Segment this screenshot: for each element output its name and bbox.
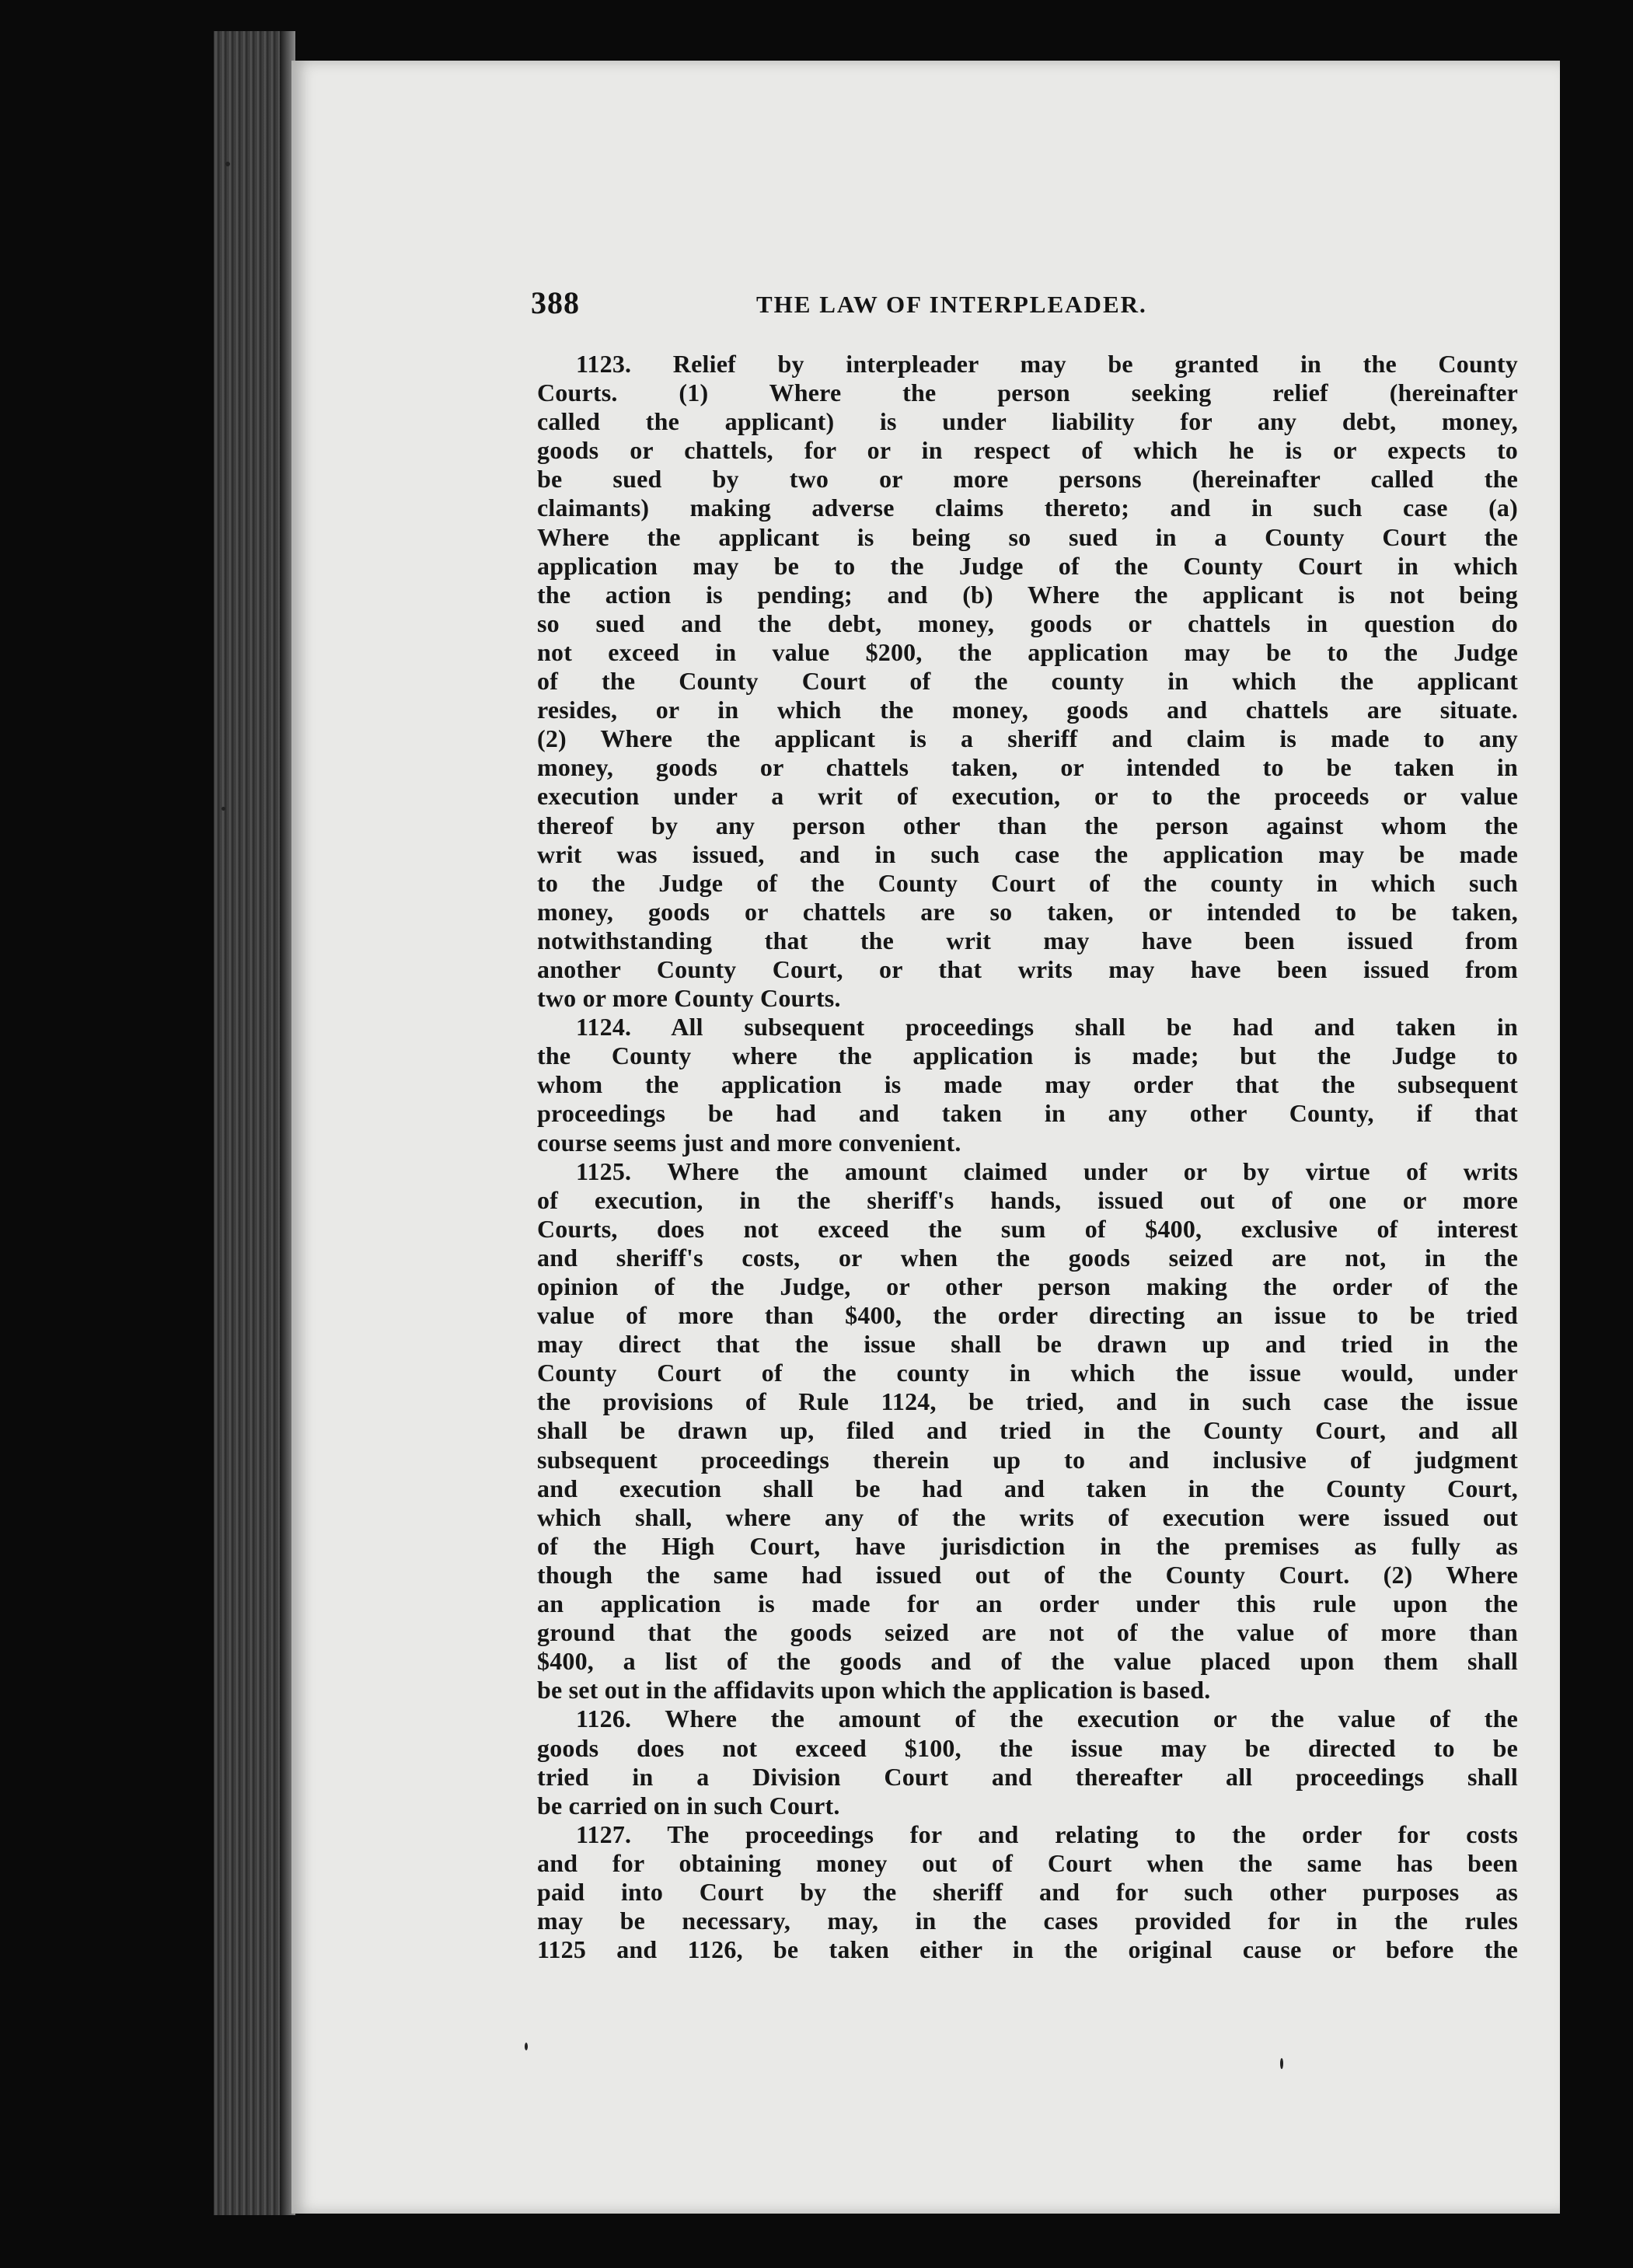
- text-line: execution under a writ of execution, or to the proceeds or value: [537, 782, 1518, 811]
- text-line: of the County Court of the county in which the applicant: [537, 667, 1518, 696]
- text-line: 1124. All subsequent proceedings shall be had and taken in: [576, 1013, 1518, 1042]
- text-line: money, goods or chattels taken, or intended to be taken in: [537, 753, 1518, 782]
- text-line: County Court of the county in which the issue would, under: [537, 1359, 1518, 1387]
- text-line: 1127. The proceedings for and relating to the order for costs: [576, 1820, 1518, 1848]
- text-line: Where the applicant is being so sued in a County Court the: [537, 522, 1518, 551]
- text-line: two or more County Courts.: [537, 984, 841, 1013]
- text-line: ground that the goods seized are not of the value of more than: [537, 1618, 1518, 1647]
- ink-speck: [525, 2043, 528, 2050]
- text-line: 1123. Relief by interpleader may be granted in the County: [576, 350, 1518, 378]
- text-line: Courts. (1) Where the person seeking relief (hereinafter: [537, 379, 1518, 407]
- text-line: of the High Court, have jurisdiction in the premises as fully as: [537, 1531, 1518, 1560]
- text-line: writ was issued, and in such case the application may be made: [537, 839, 1518, 868]
- text-line: 1125. Where the amount claimed under or by virtue of writs: [576, 1157, 1518, 1185]
- text-line: may be necessary, may, in the cases provided for in the rules: [537, 1907, 1518, 1935]
- page-number: 388: [531, 285, 580, 320]
- text-line: goods or chattels, for or in respect of which he is or expects to: [537, 436, 1518, 465]
- text-line: Courts, does not exceed the sum of $400, exclusive of interest: [537, 1214, 1518, 1243]
- text-line: value of more than $400, the order directing an issue to be tried: [537, 1301, 1518, 1330]
- ink-speck: [1280, 2058, 1283, 2069]
- text-line: claimants) making adverse claims thereto; and in such case (a): [537, 494, 1518, 522]
- text-line: and sheriff's costs, or when the goods seized are not, in the: [537, 1243, 1518, 1272]
- text-line: application may be to the Judge of the County Court in which: [537, 551, 1518, 580]
- text-line: called the applicant) is under liability for any debt, money,: [537, 407, 1518, 436]
- text-line: opinion of the Judge, or other person making the order of the: [537, 1272, 1518, 1300]
- text-line: (2) Where the applicant is a sheriff and claim is made to any: [537, 724, 1518, 753]
- text-line: be sued by two or more persons (hereinafter called the: [537, 465, 1518, 494]
- text-line: which shall, where any of the writs of execution were issued out: [537, 1502, 1518, 1531]
- text-line: 1126. Where the amount of the execution or the value of the: [576, 1704, 1518, 1733]
- text-line: 1125 and 1126, be taken either in the original cause or before the: [537, 1935, 1518, 1964]
- ink-speck: [222, 807, 225, 811]
- text-line: goods does not exceed $100, the issue may be directed to be: [537, 1733, 1518, 1762]
- text-line: an application is made for an order under this rule upon the: [537, 1589, 1518, 1618]
- body-text: [537, 350, 1518, 1964]
- text-line: another County Court, or that writs may have been issued from: [537, 954, 1518, 983]
- text-line: notwithstanding that the writ may have been issued from: [537, 926, 1518, 954]
- book-page: [291, 61, 1560, 2214]
- text-line: thereof by any person other than the person against whom the: [537, 811, 1518, 839]
- text-line: the action is pending; and (b) Where the applicant is not being: [537, 580, 1518, 609]
- text-line: not exceed in value $200, the application may be to the Judge: [537, 637, 1518, 666]
- text-line: to the Judge of the County Court of the county in which such: [537, 868, 1518, 897]
- running-head: THE LAW OF INTERPLEADER.: [756, 291, 1147, 318]
- text-line: whom the application is made may order that the subsequent: [537, 1070, 1518, 1099]
- text-line: may direct that the issue shall be drawn up and tried in the: [537, 1330, 1518, 1359]
- text-line: resides, or in which the money, goods and chattels are situate.: [537, 696, 1518, 724]
- text-line: subsequent proceedings therein up to and inclusive of judgment: [537, 1445, 1518, 1474]
- page-header: [531, 284, 1518, 331]
- ink-speck: [225, 162, 230, 166]
- text-line: $400, a list of the goods and of the value placed upon them shall: [537, 1647, 1518, 1676]
- text-line: and execution shall be had and taken in the County Court,: [537, 1474, 1518, 1502]
- text-line: shall be drawn up, filed and tried in the County Court, and all: [537, 1416, 1518, 1445]
- text-line: so sued and the debt, money, goods or chattels in question do: [537, 609, 1518, 637]
- text-line: course seems just and more convenient.: [537, 1128, 961, 1157]
- text-line: of execution, in the sheriff's hands, issued out of one or more: [537, 1185, 1518, 1214]
- text-line: the provisions of Rule 1124, be tried, and in such case the issue: [537, 1387, 1518, 1416]
- text-line: the County where the application is made; but the Judge to: [537, 1042, 1518, 1070]
- text-line: tried in a Division Court and thereafter all proceedings shall: [537, 1762, 1518, 1791]
- text-line: be set out in the affidavits upon which the application is based.: [537, 1676, 1211, 1704]
- text-line: proceedings be had and taken in any other County, if that: [537, 1099, 1518, 1128]
- text-line: be carried on in such Court.: [537, 1791, 840, 1820]
- text-line: money, goods or chattels are so taken, or intended to be taken,: [537, 897, 1518, 926]
- text-line: paid into Court by the sheriff and for such other purposes as: [537, 1877, 1518, 1906]
- text-line: and for obtaining money out of Court when the same has been: [537, 1848, 1518, 1877]
- text-line: though the same had issued out of the County Court. (2) Where: [537, 1560, 1518, 1589]
